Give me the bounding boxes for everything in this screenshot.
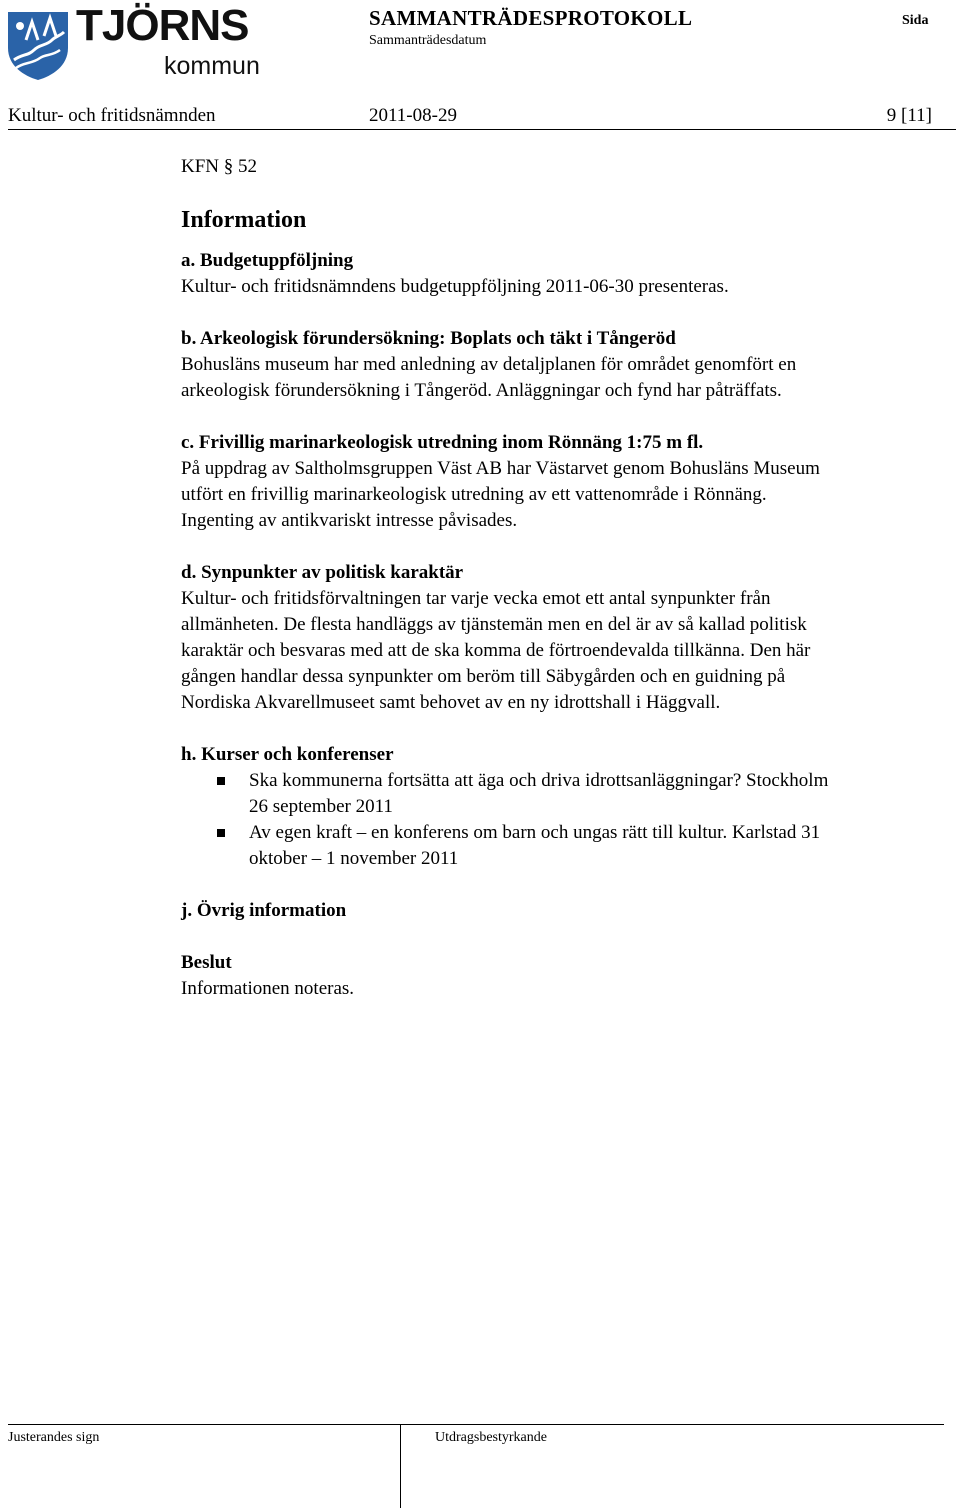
item-d-text-line: Kultur- och fritidsförvaltningen tar varje vecka emot ett antal synpunkter från — [181, 588, 771, 609]
meeting-date: 2011-08-29 — [369, 105, 457, 126]
item-c-text-line: Ingenting av antikvariskt intresse påvisades. — [181, 510, 518, 531]
section-title: Information — [181, 207, 307, 233]
item-c-heading: c. Frivillig marinarkeologisk utredning inom Rönnäng 1:75 m fl. — [181, 432, 704, 453]
committee-name: Kultur- och fritidsnämnden — [8, 105, 216, 126]
list-item — [181, 768, 941, 820]
logo-subname: kommun — [164, 52, 260, 80]
square-bullet-icon — [217, 829, 225, 837]
paragraph-id: KFN § 52 — [181, 156, 258, 177]
item-j — [181, 898, 941, 924]
footer-divider — [8, 1424, 944, 1425]
signature-label: Justerandes sign — [8, 1430, 100, 1445]
item-d-heading: d. Synpunkter av politisk karaktär — [181, 562, 464, 583]
list-item-line: Av egen kraft – en konferens om barn och ungas rätt till kultur. Karlstad 31 — [249, 822, 821, 843]
item-b-text-line: Bohusläns museum har med anledning av detaljplanen för området genomfört en — [181, 354, 797, 375]
item-b-heading: b. Arkeologisk förundersökning: Boplats och täkt i Tångeröd — [181, 328, 676, 349]
page-label: Sida — [902, 13, 929, 28]
item-d-text-line: allmänheten. De flesta handläggs av tjänstemän men en del är av så kallad politisk — [181, 614, 807, 635]
item-j-heading: j. Övrig information — [181, 900, 347, 921]
list-item-line: Ska kommunerna fortsätta att äga och driva idrottsanläggningar? Stockholm — [249, 770, 829, 791]
list-item-line: 26 september 2011 — [249, 796, 393, 817]
item-a — [181, 248, 941, 300]
item-d-text-line: Nordiska Akvarellmuseet samt behovet av en ny idrottshall i Häggvall. — [181, 692, 721, 713]
document-body — [181, 154, 941, 1002]
decision — [181, 950, 941, 1002]
item-h-heading: h. Kurser och konferenser — [181, 744, 394, 765]
document-header-row — [8, 105, 948, 127]
item-d-text-line: karaktär och besvaras med att de ska komma de förtroendevalda tillkänna. Den här — [181, 640, 811, 661]
list-item — [181, 820, 941, 872]
item-a-text: Kultur- och fritidsnämndens budgetuppföljning 2011-06-30 presenteras. — [181, 276, 729, 297]
meeting-date-label: Sammanträdesdatum — [369, 33, 487, 48]
item-c-text-line: På uppdrag av Saltholmsgruppen Väst AB har Västarvet genom Bohusläns Museum — [181, 458, 820, 479]
item-b — [181, 326, 941, 404]
course-list — [181, 768, 941, 872]
item-d-text-line: gången handlar dessa synpunkter om beröm till Säbygården och en guidning på — [181, 666, 786, 687]
item-h — [181, 742, 941, 872]
protocol-title: SAMMANTRÄDESPROTOKOLL — [369, 6, 693, 30]
municipality-shield-icon — [6, 10, 70, 82]
tjorn-logo — [6, 1, 268, 82]
header-divider — [8, 129, 956, 130]
item-c — [181, 430, 941, 534]
item-b-text-line: arkeologisk förundersökning i Tångeröd. Anläggningar och fynd har påträffats. — [181, 380, 782, 401]
page-number: 9 [11] — [886, 105, 932, 126]
decision-text: Informationen noteras. — [181, 978, 355, 999]
item-a-heading: a. Budgetuppföljning — [181, 250, 354, 271]
list-item-line: oktober – 1 november 2011 — [249, 848, 459, 869]
certification-label: Utdragsbestyrkande — [435, 1430, 547, 1445]
decision-heading: Beslut — [181, 952, 232, 973]
logo-name: TJÖRNS — [76, 1, 249, 50]
item-d — [181, 560, 941, 716]
square-bullet-icon — [217, 777, 225, 785]
item-c-text-line: utfört en frivillig marinarkeologisk utredning av ett vattenområde i Rönnäng. — [181, 484, 767, 505]
footer-column-divider — [400, 1424, 401, 1508]
